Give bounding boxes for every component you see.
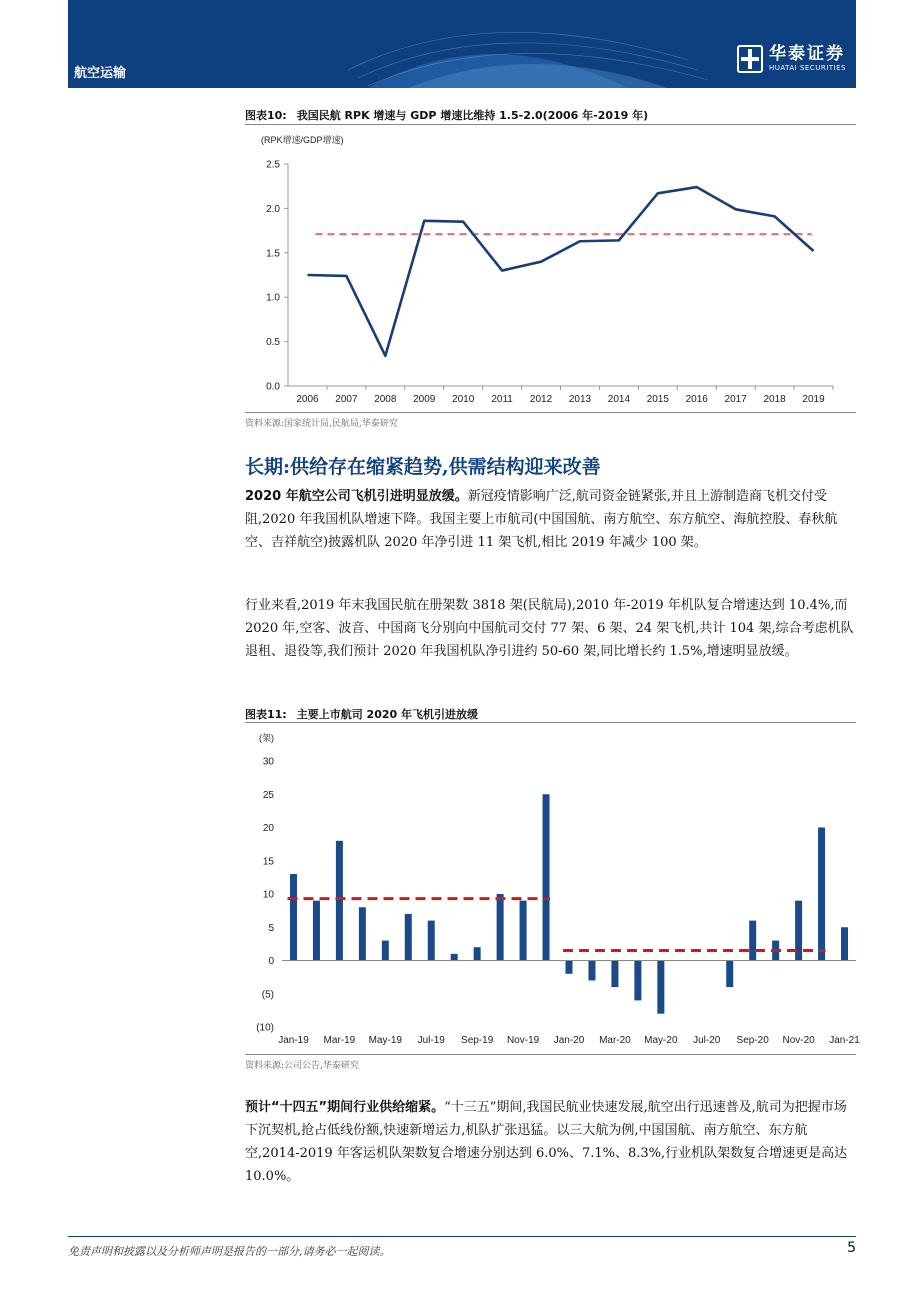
x-tick-label: 2013	[568, 394, 592, 405]
x-tick-label: Nov-20	[782, 1035, 815, 1046]
x-tick-label: Sep-19	[461, 1035, 494, 1046]
y-tick-label: 2.5	[266, 159, 280, 171]
figure11-rule	[245, 722, 856, 723]
x-tick-label: May-20	[644, 1035, 678, 1046]
y-tick-label: 30	[262, 756, 274, 768]
bar	[749, 921, 756, 961]
bar	[290, 874, 297, 960]
rpk-gdp-line-chart	[245, 128, 856, 410]
y-tick-label: 2.0	[266, 203, 280, 215]
figure11-number: 图表11:	[245, 708, 287, 721]
x-tick-label: Mar-20	[599, 1035, 631, 1046]
disclaimer-note: 免责声明和披露以及分析师声明是报告的一部分,请务必一起阅读。	[68, 1245, 391, 1258]
figure11-bottom-rule	[245, 1054, 856, 1055]
figure10-rule	[245, 124, 856, 125]
company-logo	[737, 44, 846, 73]
bar	[313, 901, 320, 961]
x-tick-label: Jul-20	[693, 1035, 721, 1046]
x-tick-label: Mar-19	[323, 1035, 356, 1046]
figure10-bottom-rule	[245, 412, 856, 413]
bar	[726, 961, 733, 988]
paragraph-text: 行业来看,2019 年末我国民航在册架数 3818 架(民航局),2010 年-2019 年机队复合增速达到 10.4%,而 2020 年,空客、波音、中国商飞分别向中国航司交付 77 架、6 架、24 架飞机,共计 104 架,综合考虑机队退租、退役等,我们预计 2020 年我国机队净引进约 50-60 架,同比增长约 1.5%,增速明显放缓。	[245, 598, 854, 659]
y-tick-label: 0.5	[266, 337, 280, 349]
figure11-title	[245, 706, 478, 722]
figure10-source: 资料来源:国家统计局,民航局,华泰研究	[245, 419, 398, 429]
figure10-caption: 我国民航 RPK 增速与 GDP 增速比维持 1.5-2.0(2006 年-2019 年)	[296, 109, 649, 122]
bar	[474, 947, 481, 960]
x-tick-label: 2014	[607, 394, 631, 405]
footer-rule	[68, 1236, 856, 1237]
bar	[336, 841, 343, 961]
bar	[588, 961, 595, 981]
paragraph-industry	[245, 594, 856, 663]
bar	[543, 794, 550, 960]
x-tick-label: 2019	[802, 394, 825, 405]
y-tick-label: (10)	[256, 1022, 274, 1034]
brand-name-en: HUATAI SECURITIES	[769, 64, 846, 72]
y-tick-label: (5)	[261, 989, 274, 1001]
y-tick-label: 15	[262, 856, 274, 868]
logo-icon	[737, 45, 763, 73]
bar	[382, 941, 389, 961]
paragraph-text: 新冠疫情影响广泛,航司资金链紧张,并且上游制造商飞机交付受阻,2020 年我国机队增速下降。我国主要上市航司(中国国航、南方航空、东方航空、海航控股、春秋航空、吉祥航空)披露机队 2020 年净引进 11 架飞机,相比 2019 年减少 100 架。	[245, 489, 838, 550]
x-tick-label: Jan-21	[829, 1035, 860, 1046]
figure10-title	[245, 107, 648, 123]
header-banner	[68, 0, 856, 88]
series-line	[307, 187, 813, 356]
paragraph-fleet-2020	[245, 485, 856, 554]
aircraft-intro-bar-chart	[245, 726, 860, 1052]
x-tick-label: 2012	[529, 394, 553, 405]
bar	[497, 894, 504, 961]
y-axis-label: (架)	[259, 733, 274, 743]
y-tick-label: 0.0	[266, 381, 280, 393]
bar	[657, 961, 664, 1014]
y-tick-label: 5	[268, 922, 274, 934]
x-tick-label: 2015	[646, 394, 669, 405]
bar	[405, 914, 412, 961]
x-tick-label: May-19	[368, 1035, 402, 1046]
figure11-source: 资料来源:公司公告,华泰研究	[245, 1061, 359, 1071]
bar	[520, 901, 527, 961]
bar	[451, 954, 458, 961]
page-number: 5	[847, 1240, 856, 1256]
paragraph-14th-fyp	[245, 1096, 856, 1188]
y-tick-label: 1.5	[266, 248, 280, 260]
paragraph-lead: 2020 年航空公司飞机引进明显放缓。	[245, 489, 468, 504]
x-tick-label: 2006	[296, 394, 319, 405]
x-tick-label: Jan-19	[278, 1035, 309, 1046]
y-tick-label: 20	[262, 823, 274, 834]
x-tick-label: 2010	[452, 394, 475, 405]
bar	[359, 907, 366, 960]
x-tick-label: 2007	[335, 394, 358, 405]
x-tick-label: 2009	[413, 394, 436, 405]
figure10-number: 图表10:	[245, 109, 287, 122]
bar	[611, 961, 618, 988]
x-tick-label: 2018	[763, 394, 786, 405]
paragraph-lead: 预计“十四五”期间行业供给缩紧。	[245, 1100, 445, 1115]
bar	[841, 927, 848, 960]
x-tick-label: Jan-20	[553, 1035, 585, 1046]
y-tick-label: 10	[262, 889, 274, 901]
paragraph-text: “十三五”期间,我国民航业快速发展,航空出行迅速普及,航司为把握市场下沉契机,抢占低线份额,快速新增运力,机队扩张迅猛。以三大航为例,中国国航、南方航空、东方航空,2014-2019 年客运机队架数复合增速分别达到 6.0%、7.1%、8.3%,行业机队架数复合增速更是高达 10.0%。	[245, 1100, 848, 1184]
brand-name-cn: 华泰证券	[769, 44, 846, 64]
y-axis-label: (RPK增速/GDP增速)	[261, 135, 344, 145]
bar	[428, 921, 435, 961]
y-tick-label: 1.0	[266, 292, 280, 304]
y-tick-label: 25	[262, 789, 274, 801]
section-label: 航空运输	[74, 66, 127, 81]
x-tick-label: 2017	[724, 394, 747, 405]
bar	[818, 828, 825, 961]
x-tick-label: Jul-19	[417, 1035, 445, 1046]
figure11-caption: 主要上市航司 2020 年飞机引进放缓	[296, 708, 478, 721]
x-tick-label: Nov-19	[506, 1035, 540, 1046]
bar	[566, 961, 573, 974]
bar	[634, 961, 641, 1001]
section-heading: 长期:供给存在缩紧趋势,供需结构迎来改善	[245, 456, 601, 478]
x-tick-label: 2016	[685, 394, 708, 405]
x-tick-label: Sep-20	[736, 1035, 769, 1046]
y-tick-label: 0	[268, 956, 274, 967]
x-tick-label: 2008	[374, 394, 397, 405]
x-tick-label: 2011	[491, 394, 513, 405]
